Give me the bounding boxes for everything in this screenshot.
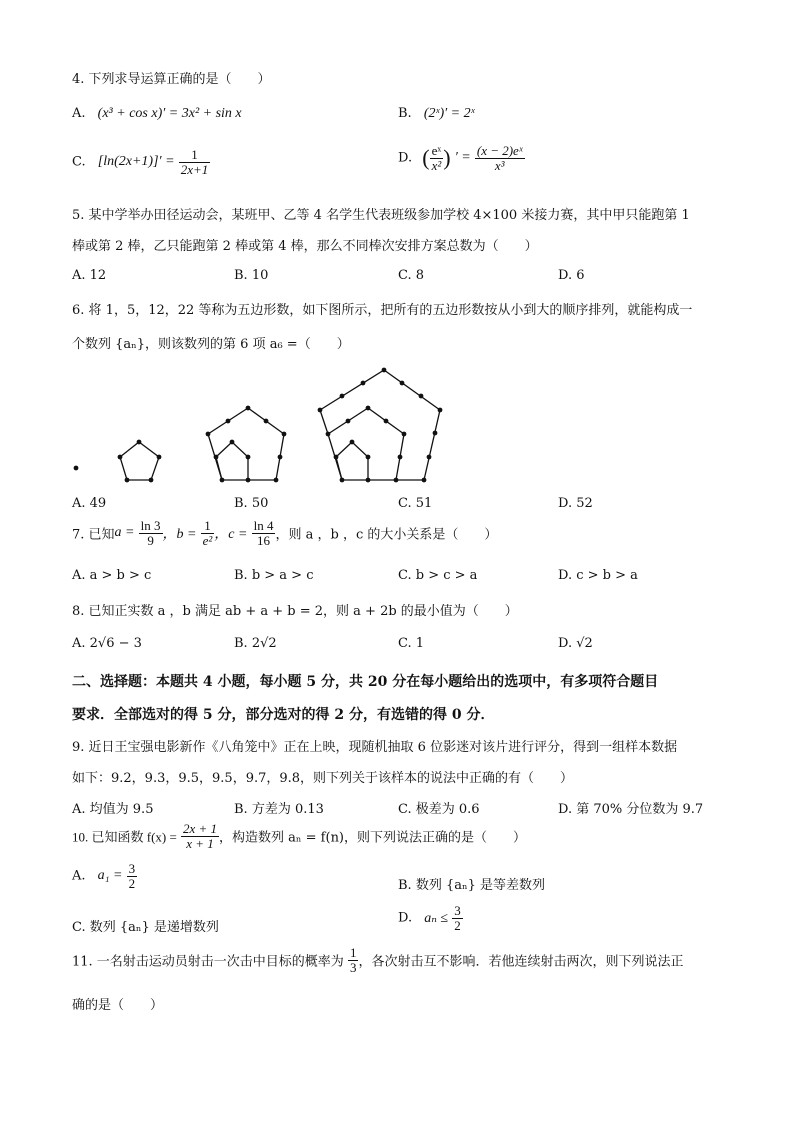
- q4-option-c: [72, 148, 210, 176]
- q4-option-b: [398, 106, 475, 122]
- q7-option-b: B. b > a > c: [234, 568, 314, 583]
- q6-option-c: C. 51: [398, 496, 433, 511]
- q11-denominator: 3: [349, 959, 357, 975]
- q10-suffix: ，构造数列 aₙ = f(n)，则下列说法正确的是（ ）: [219, 830, 527, 846]
- q10-option-d-denominator: 2: [454, 917, 461, 933]
- q4-option-a: [72, 106, 242, 122]
- q10-option-a-fraction: [127, 862, 138, 890]
- q9-stem-line1: 9. 近日王宝强电影新作《八角笼中》正在上映，现随机抽取 6 位影迷对该片进行评分，得到一组样本数据: [72, 740, 678, 755]
- q8-option-a: A. 2√6 − 3: [72, 636, 142, 651]
- q10-option-d-lhs: aₙ ≤: [424, 910, 449, 926]
- q11-stem-line1: [72, 946, 683, 974]
- q5-option-b: B. 10: [234, 268, 269, 283]
- q4-option-a-expr: (x³ + cos x)′ = 3x² + sin x: [97, 106, 242, 121]
- q10-option-a-denominator: 2: [128, 875, 136, 891]
- q4-option-c-numerator: 1: [179, 148, 211, 163]
- q4-option-c-denominator: 2x+1: [180, 161, 209, 177]
- q4-option-d-lhs-fraction: [430, 144, 444, 172]
- q7-a-numerator: ln 3: [140, 518, 161, 533]
- q10-option-d-fraction: [452, 904, 463, 932]
- q7-a-fraction: [139, 519, 163, 547]
- q9-option-d: D. 第 70% 分位数为 9.7: [558, 802, 704, 817]
- q4-option-d: D. ( $\frac{\text{eˣ}}{\text{x²}}$ ) ′ = $\frac{\text{(x − 2)eˣ}}{\text{x³}}$: [398, 143, 523, 173]
- q7-option-a: A. a > b > c: [72, 568, 152, 583]
- q10-stem: [72, 822, 526, 850]
- q7-a-denominator: 9: [147, 532, 154, 548]
- q8-option-c: C. 1: [398, 636, 425, 651]
- q6-option-d: D. 52: [558, 496, 593, 511]
- q4-option-c-label: C.: [72, 154, 86, 170]
- pentagon-figure-5: [118, 440, 162, 483]
- q10-option-d: [398, 904, 463, 932]
- q4-option-d-prime: ′ =: [454, 150, 471, 166]
- q7-c-fraction: [252, 519, 276, 547]
- q10-option-d-label: D.: [398, 910, 413, 926]
- q9-stem-line2: 如下：9.2，9.3，9.5，9.5，9.7，9.8，则下列关于该样本的说法中正确的有（ ）: [72, 771, 574, 786]
- q8-option-d: D. √2: [558, 636, 593, 651]
- q6-option-b: B. 50: [234, 496, 269, 511]
- q8-stem: 8. 已知正实数 a ，b 满足 ab + a + b = 2，则 a + 2b 的最小值为（ ）: [72, 604, 518, 619]
- q5-stem-line1: 5. 某中学举办田径运动会，某班甲、乙等 4 名学生代表班级参加学校 4×100 米接力赛，其中甲只能跑第 1: [72, 208, 690, 223]
- q11-suffix: ，各次射击互不影响．若他连续射击两次，则下列说法正: [358, 954, 684, 970]
- q7-stem: [72, 519, 497, 547]
- q10-option-a-lhs: a₁ =: [97, 868, 123, 884]
- q7-b-numerator: 1: [201, 519, 215, 534]
- q4-option-b-expr: (2ˣ)′ = 2ˣ: [423, 106, 475, 121]
- q4-option-d-lhs-numerator: eˣ: [430, 144, 444, 159]
- q4-stem: 4. 下列求导运算正确的是（ ）: [72, 72, 271, 87]
- q11-fraction: [348, 946, 359, 974]
- q4-option-b-label: B.: [398, 106, 412, 121]
- q10-option-a-numerator: 3: [128, 861, 136, 876]
- q7-b-denominator: e²: [202, 532, 213, 548]
- q4-option-c-fraction: [179, 148, 211, 176]
- q4-option-c-lhs: [ln(2x+1)]′ =: [97, 154, 175, 170]
- q7-option-c: C. b > c > a: [398, 568, 478, 583]
- q11-prefix: 11. 一名射击运动员射击一次击中目标的概率为: [72, 954, 344, 970]
- q9-option-c: C. 极差为 0.6: [398, 802, 480, 817]
- q10-prefix: 10. 已知函数 f(x) =: [72, 829, 177, 845]
- q10-option-c: C. 数列 {aₙ} 是递增数列: [72, 920, 219, 935]
- q6-option-a: A. 49: [72, 496, 107, 511]
- q5-option-c: C. 8: [398, 268, 425, 283]
- q4-option-d-lhs-denominator: x²: [431, 157, 442, 173]
- section2-heading-line1: 二、选择题：本题共 4 小题，每小题 5 分，共 20 分在每小题给出的选项中，有多项符合题目: [72, 674, 659, 690]
- q7-c-lhs: ，c =: [214, 527, 248, 543]
- q7-b-fraction: [201, 519, 215, 547]
- q10-option-a: [72, 862, 137, 890]
- pentagon-figure-22: [318, 368, 443, 483]
- q8-option-b: B. 2√2: [234, 636, 277, 651]
- q4-option-d-label: D.: [398, 150, 413, 166]
- q4-option-d-rhs-numerator: (x − 2)eˣ: [476, 143, 523, 158]
- q9-option-a: A. 均值为 9.5: [72, 802, 154, 817]
- section2-heading-line2: 要求．全部选对的得 5 分，部分选对的得 2 分，有选错的得 0 分．: [72, 707, 495, 723]
- q5-option-a: A. 12: [72, 268, 107, 283]
- q7-c-numerator: ln 4: [253, 518, 274, 533]
- q4-option-a-label: A.: [72, 106, 86, 121]
- q10-option-a-label: A.: [72, 868, 86, 884]
- q7-b-lhs: ，b =: [162, 527, 197, 543]
- q11-numerator: 1: [349, 945, 357, 960]
- q5-option-d: D. 6: [558, 268, 585, 283]
- q7-a-lhs: a =: [114, 525, 135, 541]
- q7-option-d: D. c > b > a: [558, 568, 638, 583]
- pentagon-dot-1: [74, 466, 79, 471]
- q4-option-d-rhs-fraction: [475, 144, 525, 172]
- q11-stem-line2: 确的是（ ）: [72, 998, 164, 1013]
- q10-fraction: [181, 822, 219, 850]
- q5-stem-line2: 棒或第 2 棒，乙只能跑第 2 棒或第 4 棒，那么不同棒次安排方案总数为（ ）: [72, 239, 538, 254]
- pentagonal-numbers-figure: [60, 360, 460, 490]
- q6-stem-line2: 个数列 {aₙ}，则该数列的第 6 项 a₆ =（ ）: [72, 337, 350, 352]
- q7-suffix: ，则 a ，b ，c 的大小关系是（ ）: [275, 527, 498, 543]
- q10-denominator: x + 1: [186, 835, 214, 851]
- q10-option-b: B. 数列 {aₙ} 是等差数列: [398, 878, 545, 893]
- q9-option-b: B. 方差为 0.13: [234, 802, 324, 817]
- q10-option-d-numerator: 3: [454, 903, 461, 918]
- q7-c-denominator: 16: [257, 532, 271, 548]
- q6-stem-line1: 6. 将 1，5，12，22 等称为五边形数，如下图所示，把所有的五边形数按从小到大的顺序排列，就能构成一: [72, 303, 693, 318]
- q4-option-d-rhs-denominator: x³: [494, 157, 505, 173]
- pentagon-figure-12: [206, 406, 287, 483]
- q10-numerator: 2x + 1: [182, 821, 218, 836]
- q7-prefix: 7. 已知: [72, 527, 115, 543]
